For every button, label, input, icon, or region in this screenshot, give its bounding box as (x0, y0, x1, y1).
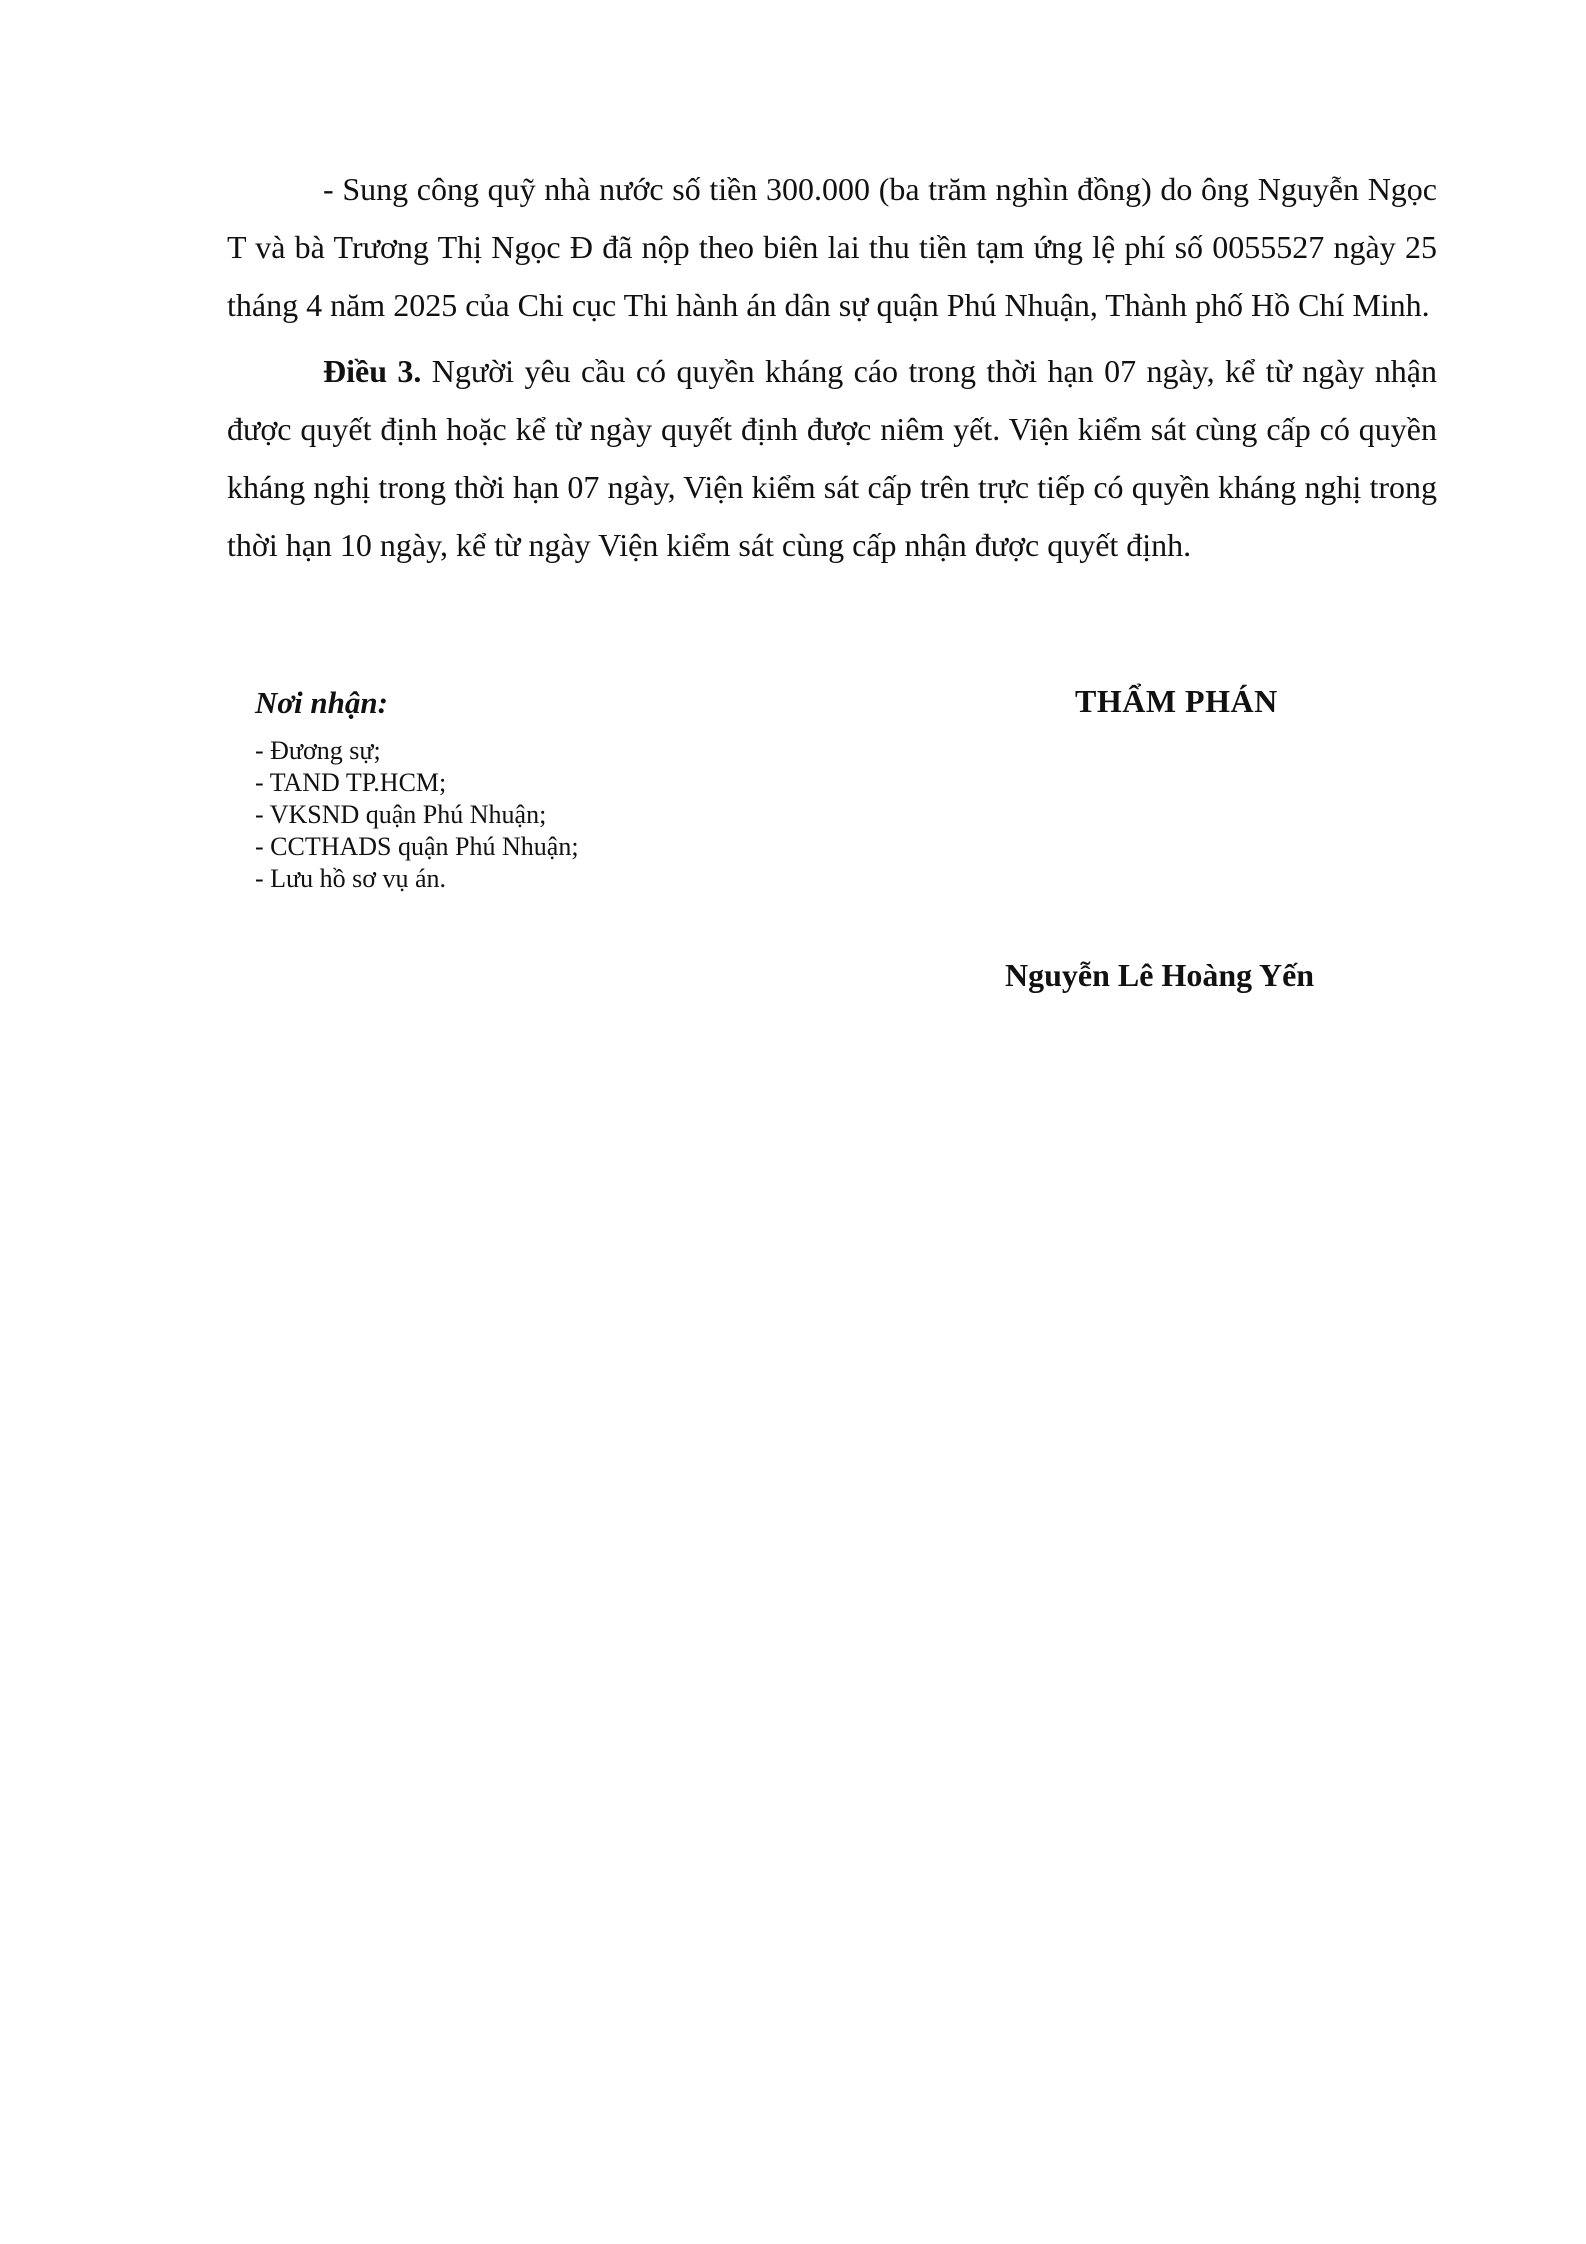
paragraph-confiscation: - Sung công quỹ nhà nước số tiền 300.000 (ba trăm nghìn đồng) do ông Nguyễn Ngọc T và bà Trương Thị Ngọc Đ đã nộp theo biên lai thu tiền tạm ứng lệ phí số 0055527 ngày 25 tháng 4 năm 2025 của Chi cục Thi hành án dân sự quận Phú Nhuận, Thành phố Hồ Chí Minh. (227, 171, 1437, 323)
signer-title: THẨM PHÁN (1075, 683, 1278, 719)
paragraph-article-3 (227, 342, 1437, 574)
list-item: - CCTHADS quận Phú Nhuận; (255, 832, 579, 861)
signer-name: Nguyễn Lê Hoàng Yến (1005, 957, 1315, 993)
list-item: - VKSND quận Phú Nhuận; (255, 800, 547, 829)
list-item: - TAND TP.HCM; (255, 768, 447, 797)
article-3-text: Người yêu cầu có quyền kháng cáo trong thời hạn 07 ngày, kể từ ngày nhận được quyết định hoặc kể từ ngày quyết định được niêm yết. Viện kiểm sát cùng cấp có quyền kháng nghị trong thời hạn 07 ngày, Viện kiểm sát cấp trên trực tiếp có quyền kháng nghị trong thời hạn 10 ngày, kể từ ngày Viện kiểm sát cùng cấp nhận được quyết định. (227, 353, 1438, 563)
recipients-title: Nơi nhận: (255, 685, 388, 720)
article-3-label: Điều 3. (323, 353, 422, 389)
recipients-block (255, 685, 855, 895)
list-item: - Đương sự; (255, 736, 381, 765)
recipients-list (255, 735, 855, 895)
document-body (227, 160, 1437, 582)
list-item: - Lưu hồ sơ vụ án. (255, 864, 447, 893)
